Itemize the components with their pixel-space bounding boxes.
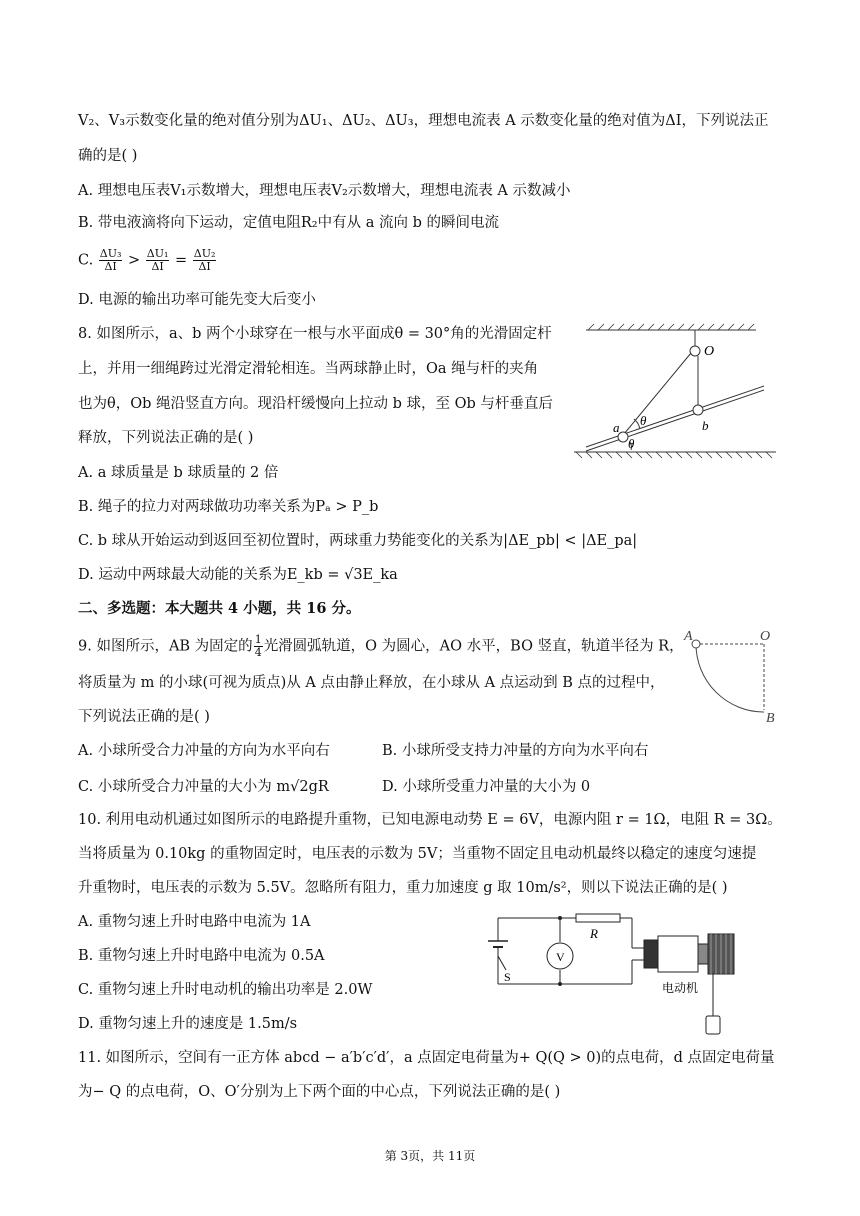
q9-option-a: A. 小球所受合力冲量的方向为水平向右 xyxy=(78,743,330,759)
q8-label-b: b xyxy=(702,418,709,433)
q9-label-A: A xyxy=(684,629,693,644)
q7-option-b: B. 带电液滴将向下运动，定值电阻R₂中有从 a 流向 b 的瞬间电流 xyxy=(78,215,499,231)
q7-option-c-prefix: C. xyxy=(78,252,98,269)
q8-option-b: B. 绳子的拉力对两球做功功率关系为Pₐ > P_b xyxy=(78,499,379,515)
q9-option-c: C. 小球所受合力冲量的大小为 m√2gR xyxy=(78,779,329,795)
page-footer: 第 3页，共 11页 xyxy=(384,1149,476,1163)
q10-motor-circuit-figure xyxy=(484,908,760,1042)
q10-stem-line3: 升重物时，电压表的示数为 5.5V。忽略所有阻力，重力加速度 g 取 10m/s²，则以下说法正确的是( ) xyxy=(78,880,728,896)
q10-option-d: D. 重物匀速上升的速度是 1.5m/s xyxy=(78,1016,298,1032)
fraction-du2-di: $\frac{\text{ΔU₂}}{\Delta I}$ xyxy=(193,247,216,273)
q8-label-theta-bottom: θ xyxy=(628,436,635,451)
q8-stem-line2: 上，并用一细绳跨过光滑定滑轮相连。当两球静止时，Oa 绳与杆的夹角 xyxy=(78,361,539,377)
q9-option-b: B. 小球所受支持力冲量的方向为水平向右 xyxy=(382,743,649,759)
q10-option-c: C. 重物匀速上升时电动机的输出功率是 2.0W xyxy=(78,982,373,998)
fraction-du1-di: $\frac{\text{ΔU₁}}{\Delta I}$ xyxy=(146,247,169,273)
q8-stem-line1: 8. 如图所示，a、b 两个小球穿在一根与水平面成θ = 30°角的光滑固定杆 xyxy=(78,326,552,342)
q8-label-theta-top: θ xyxy=(640,413,647,428)
q11-stem-line2: 为− Q 的点电荷，O、O′分别为上下两个面的中心点，下列说法正确的是( ) xyxy=(78,1084,561,1100)
q10-label-R: R xyxy=(590,926,598,941)
fraction-du3-di: $\frac{\text{ΔU₃}}{\Delta I}$ xyxy=(99,247,122,273)
q8-stem-line3: 也为θ，Ob 绳沿竖直方向。现沿杆缓慢向上拉动 b 球，至 Ob 与杆垂直后 xyxy=(78,396,553,412)
q7-intro-line1: V₂、V₃示数变化量的绝对值分别为ΔU₁、ΔU₂、ΔU₃，理想电流表 A 示数变化量的绝对值为ΔI，下列说法正 xyxy=(78,113,769,129)
q7-intro-line2: 确的是( ) xyxy=(78,148,138,164)
q8-label-a: a xyxy=(613,420,620,435)
q9-stem-line3: 下列说法正确的是( ) xyxy=(78,709,210,725)
q8-stem-line4: 释放，下列说法正确的是( ) xyxy=(78,430,254,446)
q8-option-a: A. a 球质量是 b 球质量的 2 倍 xyxy=(78,465,279,481)
q9-quarter-arc-figure xyxy=(680,624,784,728)
q11-stem-line1: 11. 如图所示，空间有一正方体 abcd − a′b′c′d′，a 点固定电荷量为+ Q(Q > 0)的点电荷，d 点固定电荷量 xyxy=(78,1050,775,1066)
q10-label-S: S xyxy=(504,970,511,984)
fraction-one-quarter: $\frac{1}{4}$ xyxy=(254,633,262,659)
q8-option-c: C. b 球从开始运动到返回至初位置时，两球重力势能变化的关系为|ΔE_pb| < |ΔE_pa| xyxy=(78,533,638,549)
q8-option-d: D. 运动中两球最大动能的关系为E_kb = √3E_ka xyxy=(78,567,398,583)
q10-stem-line1: 10. 利用电动机通过如图所示的电路提升重物，已知电源电动势 E = 6V，电源内阻 r = 1Ω，电阻 R = 3Ω。 xyxy=(78,812,782,828)
q7-option-a: A. 理想电压表V₁示数增大，理想电压表V₂示数增大，理想电流表 A 示数减小 xyxy=(78,183,571,199)
q8-label-O: O xyxy=(704,344,715,359)
q9-label-O: O xyxy=(760,629,771,644)
q10-label-motor: 电动机 xyxy=(662,981,699,995)
q7-option-d: D. 电源的输出功率可能先变大后变小 xyxy=(78,292,316,308)
q7-option-c: C. $\frac{\text{ΔU₃}}{\Delta I}$ > $\frac{\text{ΔU₁}}{\Delta I}$ = $\frac{\text{ΔU₂}}{\Delta I}$ xyxy=(78,247,216,273)
q9-option-d: D. 小球所受重力冲量的大小为 0 xyxy=(382,779,591,795)
q9-stem-line1: 9. 如图所示，AB 为固定的 $\frac{1}{4}$ 光滑圆弧轨道，O 为圆心，AO 水平，BO 竖直，轨道半径为 R， xyxy=(78,633,684,659)
q8-incline-pulley-figure xyxy=(568,322,778,462)
q9-label-B: B xyxy=(766,711,775,726)
q10-option-a: A. 重物匀速上升时电路中电流为 1A xyxy=(78,914,311,930)
q10-option-b: B. 重物匀速上升时电路中电流为 0.5A xyxy=(78,948,325,964)
section-heading-multiple-choice: 二、多选题：本大题共 4 小题，共 16 分。 xyxy=(78,600,361,617)
q10-stem-line2: 当将质量为 0.10kg 的重物固定时，电压表的示数为 5V；当重物不固定且电动机最终以稳定的速度匀速提 xyxy=(78,846,757,862)
q10-label-V: V xyxy=(556,950,565,964)
q9-stem-line2: 将质量为 m 的小球(可视为质点)从 A 点由静止释放，在小球从 A 点运动到 B 点的过程中， xyxy=(78,675,665,691)
